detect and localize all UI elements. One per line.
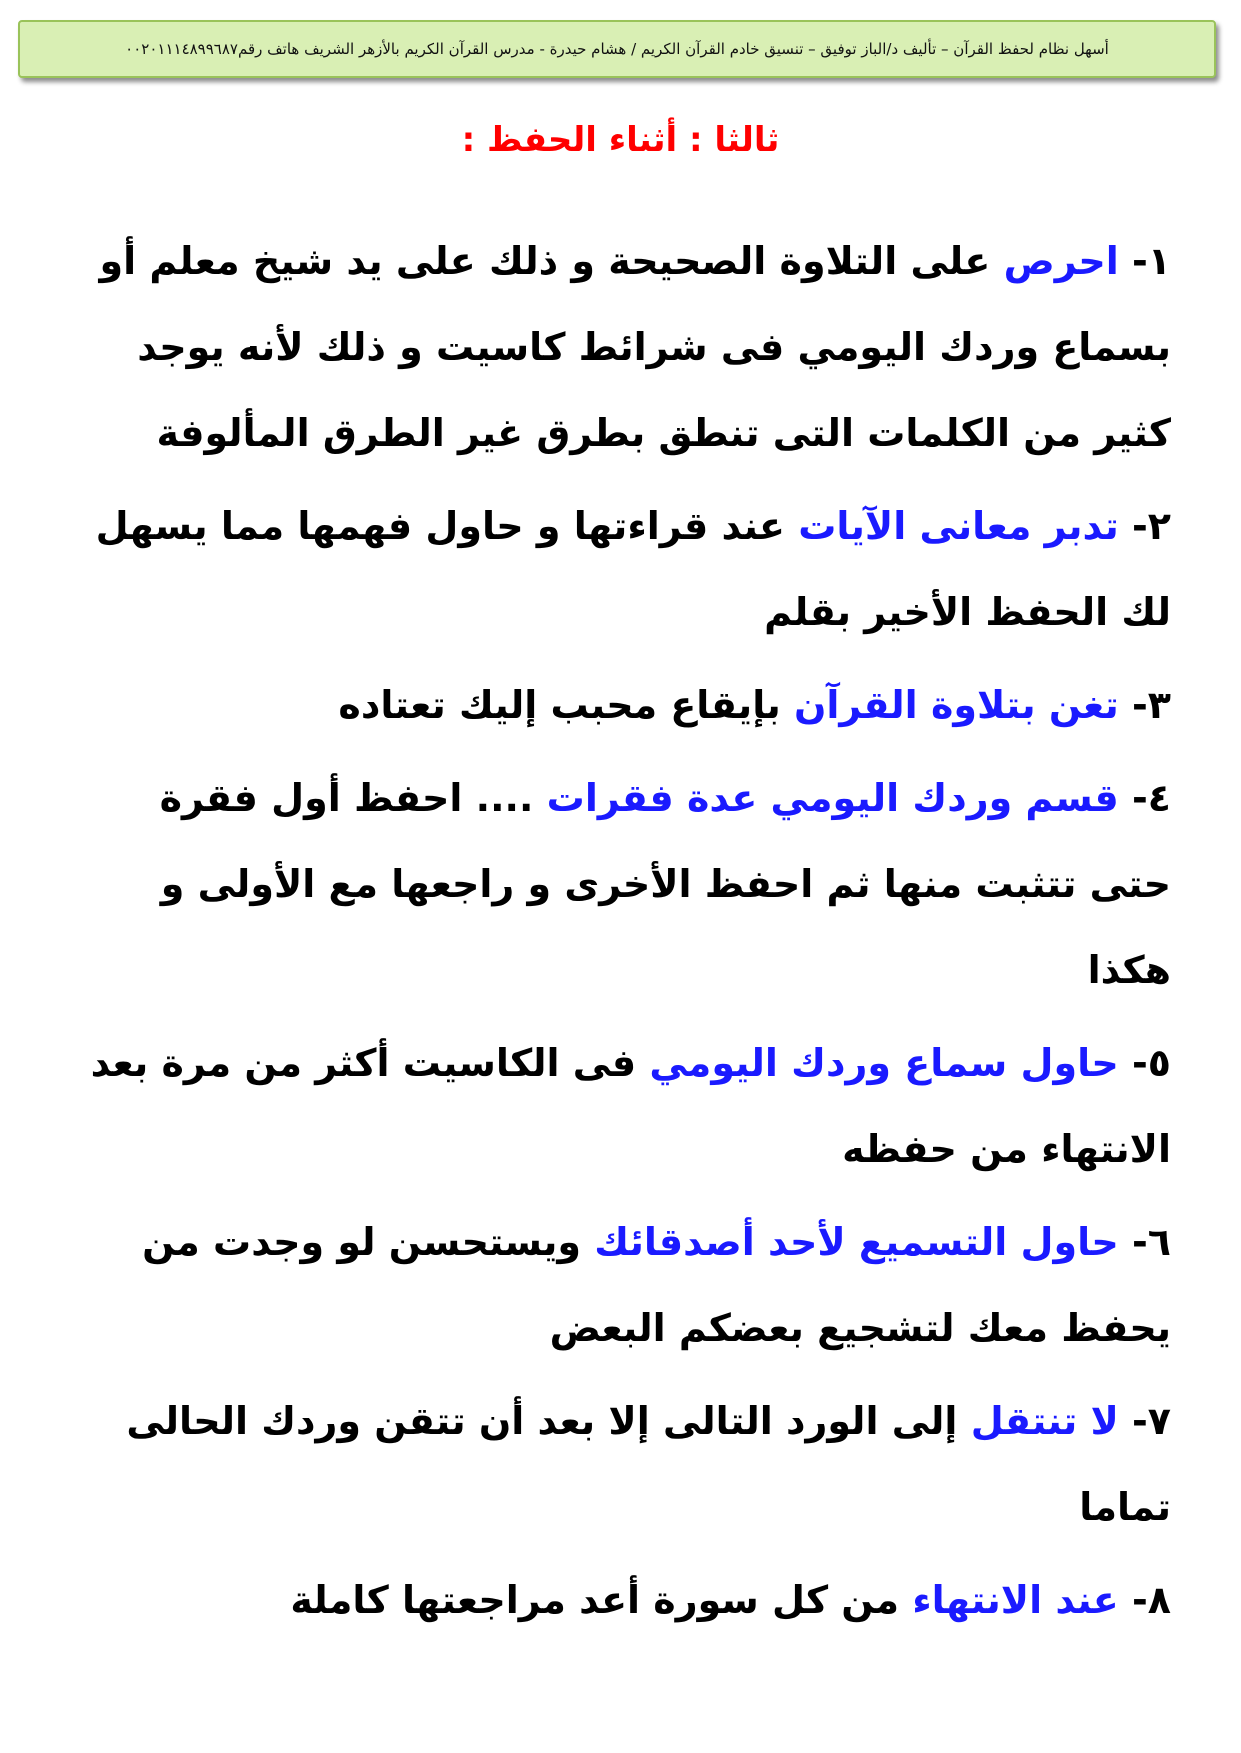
list-item-5 — [70, 1020, 1171, 1192]
list-item-3 — [70, 662, 1171, 748]
list-item-7 — [70, 1378, 1171, 1550]
item-text: بإيقاع محبب إليك تعتاده — [338, 683, 781, 727]
item-text: ويستحسن لو وجدت من يحفظ معك لتشجيع بعضكم البعض — [142, 1220, 1171, 1350]
item-text: إلى الورد التالى إلا بعد أن تتقن وردك الحالى تماما — [126, 1399, 1171, 1529]
item-number: ٢- — [1132, 504, 1171, 548]
item-highlight: تدبر معانى الآيات — [798, 504, 1119, 548]
list-item-4 — [70, 755, 1171, 1013]
item-text: عند قراءتها و حاول فهمها مما يسهل لك الحفظ الأخير بقلم — [95, 504, 1171, 634]
list-item-1 — [70, 218, 1171, 476]
item-number: ٧- — [1132, 1399, 1171, 1443]
item-number: ٥- — [1132, 1041, 1171, 1085]
item-highlight: قسم وردك اليومي عدة فقرات — [546, 776, 1119, 820]
item-text: .... احفظ أول فقرة حتى تتثبت منها ثم احفظ الأخرى و راجعها مع الأولى و هكذا — [159, 776, 1171, 992]
header-text: أسهل نظام لحفظ القرآن – تأليف د/الباز توفيق – تنسيق خادم القرآن الكريم / هشام حيدرة - مدرس القرآن الكريم بالأزهر الشريف هاتف رقم٠٠٢٠١١١٤٨٩٩٦٨٧ — [125, 40, 1109, 58]
item-highlight: حاول التسميع لأحد أصدقائك — [594, 1220, 1119, 1264]
section-title: ثالثا : أثناء الحفظ : — [461, 120, 780, 160]
tips-list — [70, 218, 1171, 1650]
item-highlight: لا تنتقل — [970, 1399, 1119, 1443]
item-number: ٦- — [1132, 1220, 1171, 1264]
item-number: ٣- — [1132, 683, 1171, 727]
list-item-2 — [70, 483, 1171, 655]
list-item-6 — [70, 1199, 1171, 1371]
item-text: على التلاوة الصحيحة و ذلك على يد شيخ معلم أو بسماع وردك اليومي فى شرائط كاسيت و ذلك لأنه يوجد كثير من الكلمات التى تنطق بطرق غير الطرق المألوفة — [99, 239, 1171, 455]
item-highlight: عند الانتهاء — [912, 1578, 1119, 1622]
item-highlight: حاول سماع وردك اليومي — [649, 1041, 1119, 1085]
item-highlight: تغن بتلاوة القرآن — [793, 683, 1119, 727]
item-number: ٤- — [1132, 776, 1171, 820]
item-number: ١- — [1132, 239, 1171, 283]
item-highlight: احرص — [1003, 239, 1119, 283]
list-item-8 — [70, 1557, 1171, 1643]
header-banner — [18, 20, 1216, 78]
item-text: فى الكاسيت أكثر من مرة بعد الانتهاء من حفظه — [90, 1041, 1171, 1171]
item-number: ٨- — [1132, 1578, 1171, 1622]
item-text: من كل سورة أعد مراجعتها كاملة — [290, 1578, 899, 1622]
